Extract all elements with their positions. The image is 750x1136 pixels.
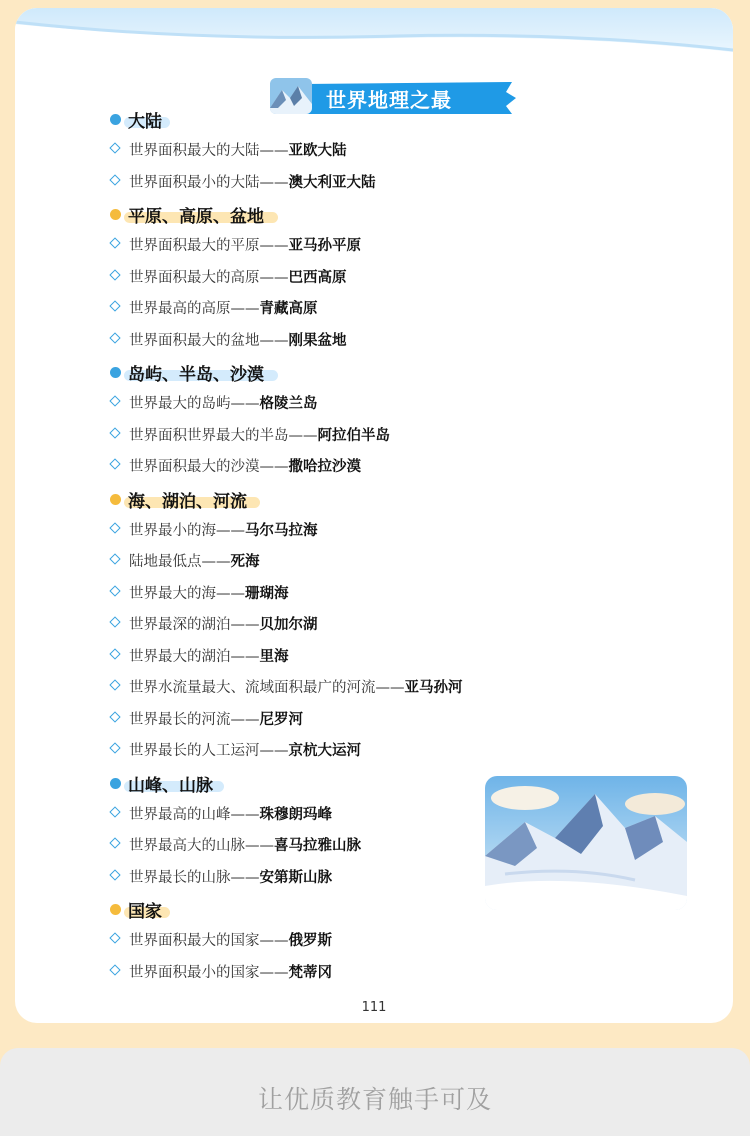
section-heading-text: 山峰、山脉 bbox=[128, 775, 213, 796]
fact-answer: 亚欧大陆 bbox=[288, 142, 347, 159]
fact-question: 世界面积最大的盆地—— bbox=[129, 333, 289, 349]
fact-answer: 亚马孙平原 bbox=[288, 237, 361, 254]
fact-question: 世界最长的山脉—— bbox=[129, 870, 260, 886]
fact-question: 世界面积最大的国家—— bbox=[129, 933, 289, 949]
footer-slogan: 让优质教育触手可及 bbox=[257, 1085, 492, 1114]
title-banner bbox=[270, 78, 520, 118]
fact-answer: 青藏高原 bbox=[259, 300, 318, 317]
diamond-bullet-icon bbox=[109, 585, 120, 596]
page-card bbox=[15, 8, 733, 1023]
diamond-bullet-icon bbox=[109, 964, 120, 975]
fact-answer: 安第斯山脉 bbox=[259, 869, 332, 886]
fact-question: 世界水流量最大、流域面积最广的河流—— bbox=[129, 680, 405, 696]
fact-question: 世界最长的人工运河—— bbox=[129, 743, 289, 759]
diamond-bullet-icon bbox=[109, 174, 120, 185]
fact-question: 世界最大的湖泊—— bbox=[129, 649, 260, 665]
fact-question: 世界面积最大的高原—— bbox=[129, 270, 289, 286]
bullet-dot-icon bbox=[110, 209, 121, 220]
fact-answer: 澳大利亚大陆 bbox=[288, 174, 376, 191]
diamond-bullet-icon bbox=[109, 553, 120, 564]
fact-question: 世界最高的山峰—— bbox=[129, 807, 260, 823]
diamond-bullet-icon bbox=[109, 522, 120, 533]
diamond-bullet-icon bbox=[109, 837, 120, 848]
fact-question: 陆地最低点—— bbox=[129, 554, 231, 570]
fact-answer: 死海 bbox=[230, 553, 260, 570]
mountain-photo bbox=[485, 776, 687, 910]
section-heading-text: 平原、高原、盆地 bbox=[128, 207, 264, 227]
fact-question: 世界最高大的山脉—— bbox=[129, 838, 274, 854]
fact-question: 世界最深的湖泊—— bbox=[129, 617, 260, 633]
section-heading-text: 岛屿、半岛、沙漠 bbox=[128, 365, 264, 385]
fact-answer: 梵蒂冈 bbox=[288, 964, 332, 981]
diamond-bullet-icon bbox=[109, 742, 120, 753]
diamond-bullet-icon bbox=[109, 395, 120, 406]
fact-question: 世界最高的高原—— bbox=[129, 301, 260, 317]
bullet-dot-icon bbox=[110, 904, 121, 915]
page-number: 111 bbox=[361, 1000, 387, 1015]
page-title: 世界地理之最 bbox=[326, 88, 452, 112]
fact-answer: 京杭大运河 bbox=[288, 742, 361, 759]
bullet-dot-icon bbox=[110, 367, 121, 378]
fact-question: 世界面积最小的大陆—— bbox=[129, 175, 289, 191]
diamond-bullet-icon bbox=[109, 427, 120, 438]
diamond-bullet-icon bbox=[109, 932, 120, 943]
section-heading-text: 国家 bbox=[128, 902, 162, 922]
fact-answer: 里海 bbox=[259, 648, 289, 665]
fact-answer: 亚马孙河 bbox=[404, 679, 463, 696]
fact-answer: 珠穆朗玛峰 bbox=[259, 806, 332, 823]
fact-answer: 阿拉伯半岛 bbox=[317, 427, 390, 444]
fact-question: 世界面积最大的大陆—— bbox=[129, 143, 289, 159]
fact-answer: 巴西高原 bbox=[288, 269, 347, 286]
fact-answer: 刚果盆地 bbox=[288, 332, 347, 349]
fact-answer: 珊瑚海 bbox=[245, 585, 289, 602]
fact-question: 世界面积最大的沙漠—— bbox=[129, 459, 289, 475]
fact-question: 世界面积最小的国家—— bbox=[129, 965, 289, 981]
diamond-bullet-icon bbox=[109, 269, 120, 280]
sky-banner bbox=[15, 8, 733, 68]
fact-answer: 喜马拉雅山脉 bbox=[274, 837, 361, 854]
diamond-bullet-icon bbox=[109, 616, 120, 627]
section-heading-text: 海、湖泊、河流 bbox=[128, 491, 247, 512]
bullet-dot-icon bbox=[110, 778, 121, 789]
fact-question: 世界面积世界最大的半岛—— bbox=[129, 428, 318, 444]
diamond-bullet-icon bbox=[109, 711, 120, 722]
fact-answer: 俄罗斯 bbox=[288, 932, 332, 949]
fact-answer: 尼罗河 bbox=[259, 711, 303, 728]
section-heading-text: 大陆 bbox=[128, 112, 162, 132]
diamond-bullet-icon bbox=[109, 679, 120, 690]
diamond-bullet-icon bbox=[109, 869, 120, 880]
diamond-bullet-icon bbox=[109, 142, 120, 153]
fact-answer: 贝加尔湖 bbox=[259, 616, 318, 633]
diamond-bullet-icon bbox=[109, 237, 120, 248]
diamond-bullet-icon bbox=[109, 300, 120, 311]
fact-answer: 格陵兰岛 bbox=[259, 395, 318, 412]
fact-answer: 撒哈拉沙漠 bbox=[288, 458, 361, 475]
fact-question: 世界最小的海—— bbox=[129, 523, 245, 539]
bullet-dot-icon bbox=[110, 494, 121, 505]
title-mountain-thumbnail bbox=[270, 78, 312, 114]
fact-question: 世界面积最大的平原—— bbox=[129, 238, 289, 254]
diamond-bullet-icon bbox=[109, 806, 120, 817]
fact-answer: 马尔马拉海 bbox=[245, 522, 318, 539]
fact-question: 世界最长的河流—— bbox=[129, 712, 260, 728]
fact-question: 世界最大的岛屿—— bbox=[129, 396, 260, 412]
fact-question: 世界最大的海—— bbox=[129, 586, 245, 602]
diamond-bullet-icon bbox=[109, 458, 120, 469]
diamond-bullet-icon bbox=[109, 648, 120, 659]
bullet-dot-icon bbox=[110, 114, 121, 125]
diamond-bullet-icon bbox=[109, 332, 120, 343]
